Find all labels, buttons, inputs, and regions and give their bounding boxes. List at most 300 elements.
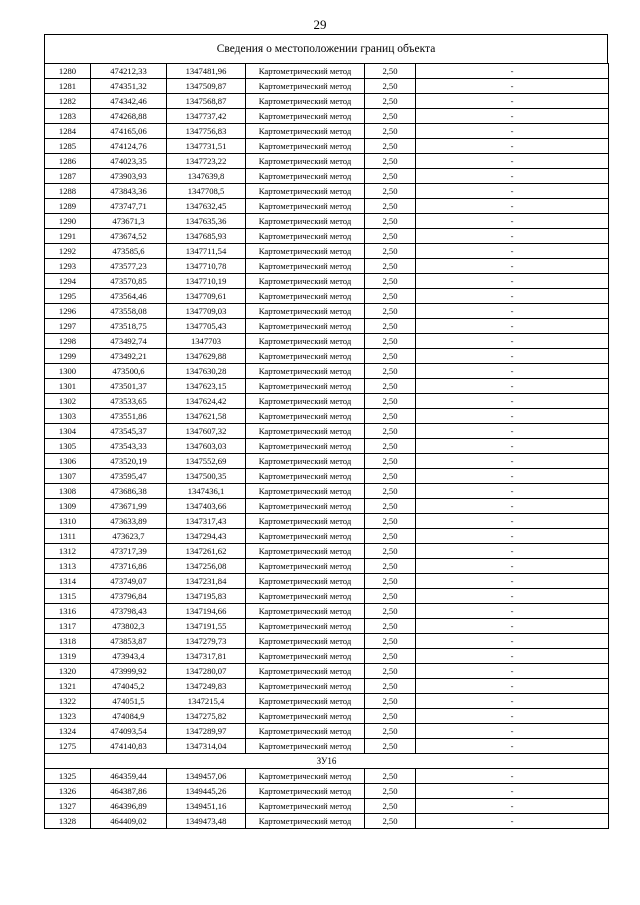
x-coordinate-cell: 473671,99 <box>91 499 167 514</box>
y-coordinate-cell: 1347194,66 <box>167 604 246 619</box>
point-number-cell: 1322 <box>45 694 91 709</box>
x-coordinate-cell: 474165,06 <box>91 124 167 139</box>
note-cell: - <box>416 64 609 79</box>
note-cell: - <box>416 604 609 619</box>
table-row <box>45 589 609 604</box>
x-coordinate-cell: 464387,86 <box>91 784 167 799</box>
table-row <box>45 349 609 364</box>
note-cell: - <box>416 439 609 454</box>
point-number-cell: 1312 <box>45 544 91 559</box>
point-number-cell: 1286 <box>45 154 91 169</box>
x-coordinate-cell: 473798,43 <box>91 604 167 619</box>
table-row <box>45 259 609 274</box>
method-cell: Картометрический метод <box>246 124 365 139</box>
method-cell: Картометрический метод <box>246 439 365 454</box>
method-cell: Картометрический метод <box>246 259 365 274</box>
y-coordinate-cell: 1347568,87 <box>167 94 246 109</box>
x-coordinate-cell: 464359,44 <box>91 769 167 784</box>
accuracy-cell: 2,50 <box>365 454 416 469</box>
method-cell: Картометрический метод <box>246 94 365 109</box>
point-number-cell: 1287 <box>45 169 91 184</box>
table-row <box>45 199 609 214</box>
method-cell: Картометрический метод <box>246 304 365 319</box>
y-coordinate-cell: 1347635,36 <box>167 214 246 229</box>
table-row <box>45 364 609 379</box>
table-row <box>45 139 609 154</box>
point-number-cell: 1311 <box>45 529 91 544</box>
point-number-cell: 1297 <box>45 319 91 334</box>
y-coordinate-cell: 1347623,15 <box>167 379 246 394</box>
note-cell: - <box>416 679 609 694</box>
x-coordinate-cell: 473543,33 <box>91 439 167 454</box>
method-cell: Картометрический метод <box>246 64 365 79</box>
note-cell: - <box>416 199 609 214</box>
note-cell: - <box>416 709 609 724</box>
table-row <box>45 169 609 184</box>
method-cell: Картометрический метод <box>246 349 365 364</box>
point-number-cell: 1301 <box>45 379 91 394</box>
note-cell: - <box>416 559 609 574</box>
accuracy-cell: 2,50 <box>365 94 416 109</box>
point-number-cell: 1306 <box>45 454 91 469</box>
note-cell: - <box>416 289 609 304</box>
note-cell: - <box>416 184 609 199</box>
point-number-cell: 1296 <box>45 304 91 319</box>
method-cell: Картометрический метод <box>246 574 365 589</box>
x-coordinate-cell: 473500,6 <box>91 364 167 379</box>
accuracy-cell: 2,50 <box>365 229 416 244</box>
x-coordinate-cell: 473903,93 <box>91 169 167 184</box>
x-coordinate-cell: 473671,3 <box>91 214 167 229</box>
y-coordinate-cell: 1347317,43 <box>167 514 246 529</box>
method-cell: Картометрический метод <box>246 334 365 349</box>
point-number-cell: 1324 <box>45 724 91 739</box>
point-number-cell: 1293 <box>45 259 91 274</box>
table-row <box>45 664 609 679</box>
table-row <box>45 724 609 739</box>
note-cell: - <box>416 244 609 259</box>
x-coordinate-cell: 473853,87 <box>91 634 167 649</box>
method-cell: Картометрический метод <box>246 514 365 529</box>
point-number-cell: 1328 <box>45 814 91 829</box>
accuracy-cell: 2,50 <box>365 64 416 79</box>
x-coordinate-cell: 473623,7 <box>91 529 167 544</box>
method-cell: Картометрический метод <box>246 709 365 724</box>
method-cell: Картометрический метод <box>246 814 365 829</box>
coordinates-table-body <box>45 64 609 829</box>
y-coordinate-cell: 1349457,06 <box>167 769 246 784</box>
y-coordinate-cell: 1347500,35 <box>167 469 246 484</box>
x-coordinate-cell: 473943,4 <box>91 649 167 664</box>
y-coordinate-cell: 1347509,87 <box>167 79 246 94</box>
accuracy-cell: 2,50 <box>365 439 416 454</box>
x-coordinate-cell: 464409,02 <box>91 814 167 829</box>
accuracy-cell: 2,50 <box>365 634 416 649</box>
accuracy-cell: 2,50 <box>365 409 416 424</box>
table-row <box>45 739 609 754</box>
x-coordinate-cell: 474212,33 <box>91 64 167 79</box>
accuracy-cell: 2,50 <box>365 664 416 679</box>
point-number-cell: 1281 <box>45 79 91 94</box>
accuracy-cell: 2,50 <box>365 319 416 334</box>
accuracy-cell: 2,50 <box>365 799 416 814</box>
note-cell: - <box>416 79 609 94</box>
note-cell: - <box>416 94 609 109</box>
table-row <box>45 544 609 559</box>
note-cell: - <box>416 454 609 469</box>
accuracy-cell: 2,50 <box>365 814 416 829</box>
point-number-cell: 1318 <box>45 634 91 649</box>
method-cell: Картометрический метод <box>246 289 365 304</box>
y-coordinate-cell: 1347710,19 <box>167 274 246 289</box>
y-coordinate-cell: 1347621,58 <box>167 409 246 424</box>
method-cell: Картометрический метод <box>246 409 365 424</box>
point-number-cell: 1308 <box>45 484 91 499</box>
x-coordinate-cell: 473749,07 <box>91 574 167 589</box>
note-cell: - <box>416 394 609 409</box>
x-coordinate-cell: 473717,39 <box>91 544 167 559</box>
note-cell: - <box>416 514 609 529</box>
x-coordinate-cell: 473492,74 <box>91 334 167 349</box>
table-row <box>45 214 609 229</box>
coordinates-table <box>44 63 609 829</box>
y-coordinate-cell: 1347737,42 <box>167 109 246 124</box>
note-cell: - <box>416 649 609 664</box>
note-cell: - <box>416 589 609 604</box>
y-coordinate-cell: 1349445,26 <box>167 784 246 799</box>
table-row <box>45 529 609 544</box>
y-coordinate-cell: 1347607,32 <box>167 424 246 439</box>
note-cell: - <box>416 259 609 274</box>
y-coordinate-cell: 1347552,69 <box>167 454 246 469</box>
point-number-cell: 1305 <box>45 439 91 454</box>
x-coordinate-cell: 474023,35 <box>91 154 167 169</box>
note-cell: - <box>416 484 609 499</box>
accuracy-cell: 2,50 <box>365 709 416 724</box>
document-sheet <box>44 34 608 829</box>
accuracy-cell: 2,50 <box>365 304 416 319</box>
table-row <box>45 409 609 424</box>
accuracy-cell: 2,50 <box>365 574 416 589</box>
note-cell: - <box>416 574 609 589</box>
table-row <box>45 439 609 454</box>
point-number-cell: 1291 <box>45 229 91 244</box>
method-cell: Картометрический метод <box>246 784 365 799</box>
x-coordinate-cell: 464396,89 <box>91 799 167 814</box>
method-cell: Картометрический метод <box>246 679 365 694</box>
x-coordinate-cell: 473551,86 <box>91 409 167 424</box>
note-cell: - <box>416 529 609 544</box>
x-coordinate-cell: 474268,88 <box>91 109 167 124</box>
point-number-cell: 1275 <box>45 739 91 754</box>
y-coordinate-cell: 1347709,03 <box>167 304 246 319</box>
x-coordinate-cell: 474093,54 <box>91 724 167 739</box>
note-cell: - <box>416 349 609 364</box>
note-cell: - <box>416 274 609 289</box>
note-cell: - <box>416 769 609 784</box>
table-row <box>45 64 609 79</box>
table-row <box>45 634 609 649</box>
point-number-cell: 1315 <box>45 589 91 604</box>
note-cell: - <box>416 544 609 559</box>
y-coordinate-cell: 1347632,45 <box>167 199 246 214</box>
method-cell: Картометрический метод <box>246 589 365 604</box>
method-cell: Картометрический метод <box>246 559 365 574</box>
method-cell: Картометрический метод <box>246 394 365 409</box>
point-number-cell: 1303 <box>45 409 91 424</box>
section-label: ЗУ16 <box>45 754 609 769</box>
accuracy-cell: 2,50 <box>365 694 416 709</box>
y-coordinate-cell: 1347481,96 <box>167 64 246 79</box>
method-cell: Картометрический метод <box>246 649 365 664</box>
method-cell: Картометрический метод <box>246 694 365 709</box>
note-cell: - <box>416 139 609 154</box>
table-row <box>45 274 609 289</box>
x-coordinate-cell: 473577,23 <box>91 259 167 274</box>
method-cell: Картометрический метод <box>246 139 365 154</box>
table-row <box>45 304 609 319</box>
x-coordinate-cell: 473518,75 <box>91 319 167 334</box>
accuracy-cell: 2,50 <box>365 679 416 694</box>
note-cell: - <box>416 334 609 349</box>
point-number-cell: 1299 <box>45 349 91 364</box>
accuracy-cell: 2,50 <box>365 334 416 349</box>
accuracy-cell: 2,50 <box>365 379 416 394</box>
x-coordinate-cell: 473633,89 <box>91 514 167 529</box>
x-coordinate-cell: 473686,38 <box>91 484 167 499</box>
note-cell: - <box>416 229 609 244</box>
method-cell: Картометрический метод <box>246 79 365 94</box>
y-coordinate-cell: 1347231,84 <box>167 574 246 589</box>
point-number-cell: 1304 <box>45 424 91 439</box>
y-coordinate-cell: 1347256,08 <box>167 559 246 574</box>
x-coordinate-cell: 474051,5 <box>91 694 167 709</box>
note-cell: - <box>416 304 609 319</box>
x-coordinate-cell: 473564,46 <box>91 289 167 304</box>
y-coordinate-cell: 1347215,4 <box>167 694 246 709</box>
method-cell: Картометрический метод <box>246 184 365 199</box>
table-row <box>45 469 609 484</box>
y-coordinate-cell: 1347711,54 <box>167 244 246 259</box>
point-number-cell: 1290 <box>45 214 91 229</box>
note-cell: - <box>416 319 609 334</box>
point-number-cell: 1289 <box>45 199 91 214</box>
x-coordinate-cell: 473595,47 <box>91 469 167 484</box>
x-coordinate-cell: 473520,19 <box>91 454 167 469</box>
point-number-cell: 1320 <box>45 664 91 679</box>
point-number-cell: 1300 <box>45 364 91 379</box>
y-coordinate-cell: 1347436,1 <box>167 484 246 499</box>
accuracy-cell: 2,50 <box>365 394 416 409</box>
accuracy-cell: 2,50 <box>365 619 416 634</box>
method-cell: Картометрический метод <box>246 154 365 169</box>
table-row <box>45 484 609 499</box>
note-cell: - <box>416 379 609 394</box>
note-cell: - <box>416 214 609 229</box>
table-row <box>45 94 609 109</box>
method-cell: Картометрический метод <box>246 424 365 439</box>
accuracy-cell: 2,50 <box>365 724 416 739</box>
note-cell: - <box>416 364 609 379</box>
point-number-cell: 1321 <box>45 679 91 694</box>
method-cell: Картометрический метод <box>246 274 365 289</box>
x-coordinate-cell: 473796,84 <box>91 589 167 604</box>
accuracy-cell: 2,50 <box>365 214 416 229</box>
x-coordinate-cell: 474045,2 <box>91 679 167 694</box>
accuracy-cell: 2,50 <box>365 784 416 799</box>
point-number-cell: 1319 <box>45 649 91 664</box>
note-cell: - <box>416 634 609 649</box>
method-cell: Картометрический метод <box>246 109 365 124</box>
y-coordinate-cell: 1347261,62 <box>167 544 246 559</box>
x-coordinate-cell: 473843,36 <box>91 184 167 199</box>
note-cell: - <box>416 109 609 124</box>
note-cell: - <box>416 409 609 424</box>
method-cell: Картометрический метод <box>246 529 365 544</box>
y-coordinate-cell: 1347249,83 <box>167 679 246 694</box>
point-number-cell: 1325 <box>45 769 91 784</box>
point-number-cell: 1327 <box>45 799 91 814</box>
x-coordinate-cell: 473558,08 <box>91 304 167 319</box>
y-coordinate-cell: 1347289,97 <box>167 724 246 739</box>
accuracy-cell: 2,50 <box>365 364 416 379</box>
accuracy-cell: 2,50 <box>365 259 416 274</box>
note-cell: - <box>416 469 609 484</box>
note-cell: - <box>416 154 609 169</box>
accuracy-cell: 2,50 <box>365 139 416 154</box>
table-row <box>45 649 609 664</box>
note-cell: - <box>416 169 609 184</box>
accuracy-cell: 2,50 <box>365 274 416 289</box>
x-coordinate-cell: 474140,83 <box>91 739 167 754</box>
table-row <box>45 784 609 799</box>
table-row <box>45 154 609 169</box>
accuracy-cell: 2,50 <box>365 559 416 574</box>
x-coordinate-cell: 474351,32 <box>91 79 167 94</box>
note-cell: - <box>416 694 609 709</box>
note-cell: - <box>416 664 609 679</box>
accuracy-cell: 2,50 <box>365 349 416 364</box>
x-coordinate-cell: 474124,76 <box>91 139 167 154</box>
y-coordinate-cell: 1347195,83 <box>167 589 246 604</box>
method-cell: Картометрический метод <box>246 724 365 739</box>
method-cell: Картометрический метод <box>246 634 365 649</box>
table-row <box>45 379 609 394</box>
accuracy-cell: 2,50 <box>365 739 416 754</box>
method-cell: Картометрический метод <box>246 739 365 754</box>
y-coordinate-cell: 1347294,43 <box>167 529 246 544</box>
y-coordinate-cell: 1349473,48 <box>167 814 246 829</box>
x-coordinate-cell: 473570,85 <box>91 274 167 289</box>
table-row <box>45 499 609 514</box>
x-coordinate-cell: 473533,65 <box>91 394 167 409</box>
point-number-cell: 1295 <box>45 289 91 304</box>
accuracy-cell: 2,50 <box>365 424 416 439</box>
accuracy-cell: 2,50 <box>365 469 416 484</box>
accuracy-cell: 2,50 <box>365 649 416 664</box>
point-number-cell: 1285 <box>45 139 91 154</box>
note-cell: - <box>416 619 609 634</box>
x-coordinate-cell: 473716,86 <box>91 559 167 574</box>
method-cell: Картометрический метод <box>246 379 365 394</box>
method-cell: Картометрический метод <box>246 544 365 559</box>
y-coordinate-cell: 1347705,43 <box>167 319 246 334</box>
point-number-cell: 1310 <box>45 514 91 529</box>
accuracy-cell: 2,50 <box>365 169 416 184</box>
x-coordinate-cell: 474342,46 <box>91 94 167 109</box>
table-row <box>45 229 609 244</box>
y-coordinate-cell: 1349451,16 <box>167 799 246 814</box>
table-row <box>45 799 609 814</box>
accuracy-cell: 2,50 <box>365 544 416 559</box>
section-row <box>45 754 609 769</box>
y-coordinate-cell: 1347685,93 <box>167 229 246 244</box>
y-coordinate-cell: 1347709,61 <box>167 289 246 304</box>
table-row <box>45 769 609 784</box>
method-cell: Картометрический метод <box>246 769 365 784</box>
note-cell: - <box>416 499 609 514</box>
note-cell: - <box>416 799 609 814</box>
accuracy-cell: 2,50 <box>365 499 416 514</box>
y-coordinate-cell: 1347630,28 <box>167 364 246 379</box>
point-number-cell: 1316 <box>45 604 91 619</box>
method-cell: Картометрический метод <box>246 604 365 619</box>
accuracy-cell: 2,50 <box>365 589 416 604</box>
method-cell: Картометрический метод <box>246 469 365 484</box>
x-coordinate-cell: 473585,6 <box>91 244 167 259</box>
accuracy-cell: 2,50 <box>365 529 416 544</box>
table-row <box>45 289 609 304</box>
table-title: Сведения о местоположении границ объекта <box>44 34 608 63</box>
x-coordinate-cell: 473999,92 <box>91 664 167 679</box>
point-number-cell: 1283 <box>45 109 91 124</box>
point-number-cell: 1294 <box>45 274 91 289</box>
table-row <box>45 424 609 439</box>
table-row <box>45 814 609 829</box>
y-coordinate-cell: 1347639,8 <box>167 169 246 184</box>
accuracy-cell: 2,50 <box>365 514 416 529</box>
note-cell: - <box>416 424 609 439</box>
accuracy-cell: 2,50 <box>365 769 416 784</box>
x-coordinate-cell: 473545,37 <box>91 424 167 439</box>
x-coordinate-cell: 473674,52 <box>91 229 167 244</box>
y-coordinate-cell: 1347731,51 <box>167 139 246 154</box>
method-cell: Картометрический метод <box>246 619 365 634</box>
y-coordinate-cell: 1347708,5 <box>167 184 246 199</box>
table-row <box>45 334 609 349</box>
table-row <box>45 619 609 634</box>
accuracy-cell: 2,50 <box>365 154 416 169</box>
point-number-cell: 1313 <box>45 559 91 574</box>
y-coordinate-cell: 1347279,73 <box>167 634 246 649</box>
method-cell: Картометрический метод <box>246 244 365 259</box>
table-row <box>45 319 609 334</box>
y-coordinate-cell: 1347403,66 <box>167 499 246 514</box>
table-row <box>45 244 609 259</box>
accuracy-cell: 2,50 <box>365 244 416 259</box>
method-cell: Картометрический метод <box>246 499 365 514</box>
point-number-cell: 1288 <box>45 184 91 199</box>
accuracy-cell: 2,50 <box>365 109 416 124</box>
method-cell: Картометрический метод <box>246 229 365 244</box>
point-number-cell: 1282 <box>45 94 91 109</box>
y-coordinate-cell: 1347275,82 <box>167 709 246 724</box>
method-cell: Картометрический метод <box>246 454 365 469</box>
table-row <box>45 394 609 409</box>
point-number-cell: 1292 <box>45 244 91 259</box>
note-cell: - <box>416 784 609 799</box>
accuracy-cell: 2,50 <box>365 484 416 499</box>
